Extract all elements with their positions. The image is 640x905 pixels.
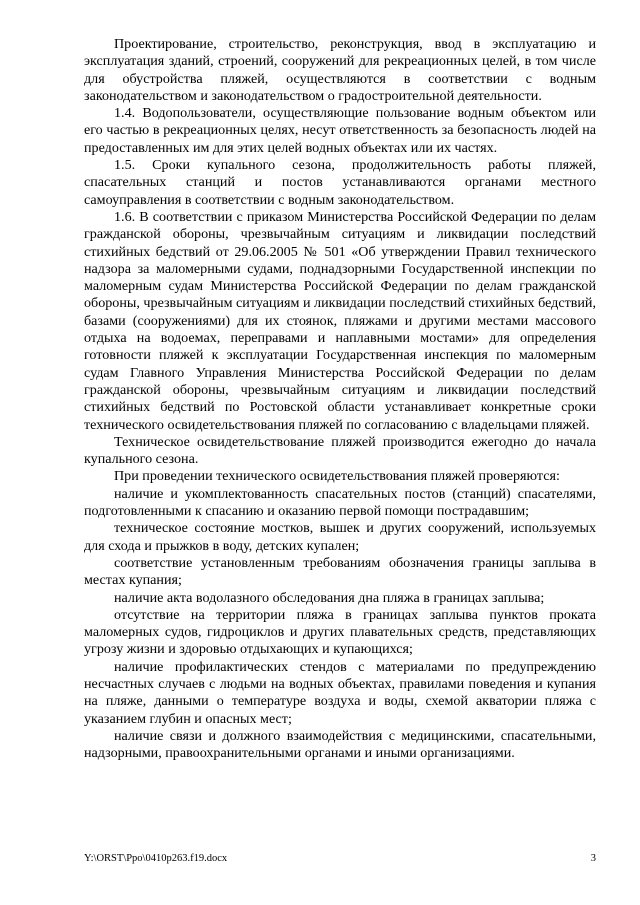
list-item-diving-survey: наличие акта водолазного обследования дна пляжа в границах заплыва; <box>114 589 545 606</box>
page-number: 3 <box>590 853 596 864</box>
footer-file-path: Y:\ORST\Ppo\0410p263.f19.docx <box>84 853 228 864</box>
paragraph-1-5: 1.5. Сроки купального сезона, продолжительность работы пляжей, спасательных станций и постов устанавливаются органами местного самоуправления в соответствии с водным законодательством. <box>84 157 596 208</box>
list-item-rescue-posts: наличие и укомплектованность спасательных постов (станций) спасателями, подготовленными к спасанию и оказанию первой помощи пострадавшим; <box>84 485 596 520</box>
list-item-swim-boundary: соответствие установленным требованиям обозначения границы заплыва в местах купания; <box>84 554 596 589</box>
list-item-structures: техническое состояние мостков, вышек и других сооружений, используемых для схода и прыжков в воду, детских купален; <box>84 520 596 554</box>
paragraph-inspection-checks: При проведении технического освидетельствования пляжей проверяются: <box>114 468 560 485</box>
paragraph-inspection-annual: Техническое освидетельствование пляжей производится ежегодно до начала купального сезона. <box>84 433 596 468</box>
list-item-info-stands: наличие профилактических стендов с материалами по предупреждению несчастных случаев с людьми на водных объектах, правилами поведения и купания на пляже, данными о температуре воздуха и воды, схемой акватории пляжа с указанием глубин и опасных мест; <box>84 658 596 727</box>
list-item-no-rentals: отсутствие на территории пляжа в границах заплыва пунктов проката маломерных судов, гидроциклов и других плавательных средств, представляющих угрозу жизни и здоровью отдыхающих и купающихся; <box>84 606 596 658</box>
paragraph-1-6: 1.6. В соответствии с приказом Министерства Российской Федерации по делам гражданской обороны, чрезвычайным ситуациям и ликвидации последствий стихийных бедствий от 29.06.2005 № 501 «Об утверждении Правил технического надзора за маломерными судами, поднадзорными Государственной инспекции по маломерным судам Министерства Российской Федерации по делам гражданской обороны, чрезвычайным ситуациям и ликвидации последствий стихийных бедствий, базами (сооружениями) для их стоянок, пляжами и другими местами массового отдыха на водоемах, переправами и наплавными мостами» для определения готовности пляжей к эксплуатации Государственная инспекция по маломерным судам Главного Управления Министерства Российской Федерации по делам гражданской обороны, чрезвычайным ситуациям и ликвидации последствий стихийных бедствий по Ростовской области устанавливает конкретные сроки технического освидетельствования пляжей по согласованию с владельцами пляжей. <box>84 208 596 433</box>
list-item-communication: наличие связи и должного взаимодействия с медицинскими, спасательными, надзорными, правоохранительными органами и иными организациями. <box>84 727 596 762</box>
paragraph-1-4: 1.4. Водопользователи, осуществляющие пользование водным объектом или его частью в рекреационных целях, несут ответственность за безопасность людей на предоставленных им для этих целей водных объектах или их частях. <box>84 105 596 156</box>
document-body <box>84 36 596 762</box>
paragraph-construction: Проектирование, строительство, реконструкция, ввод в эксплуатацию и эксплуатация зданий, строений, сооружений для рекреационных целей, в том числе для обустройства пляжей, осуществляются в соответствии с водным законодательством и законодательством о градостроительной деятельности. <box>84 36 596 104</box>
